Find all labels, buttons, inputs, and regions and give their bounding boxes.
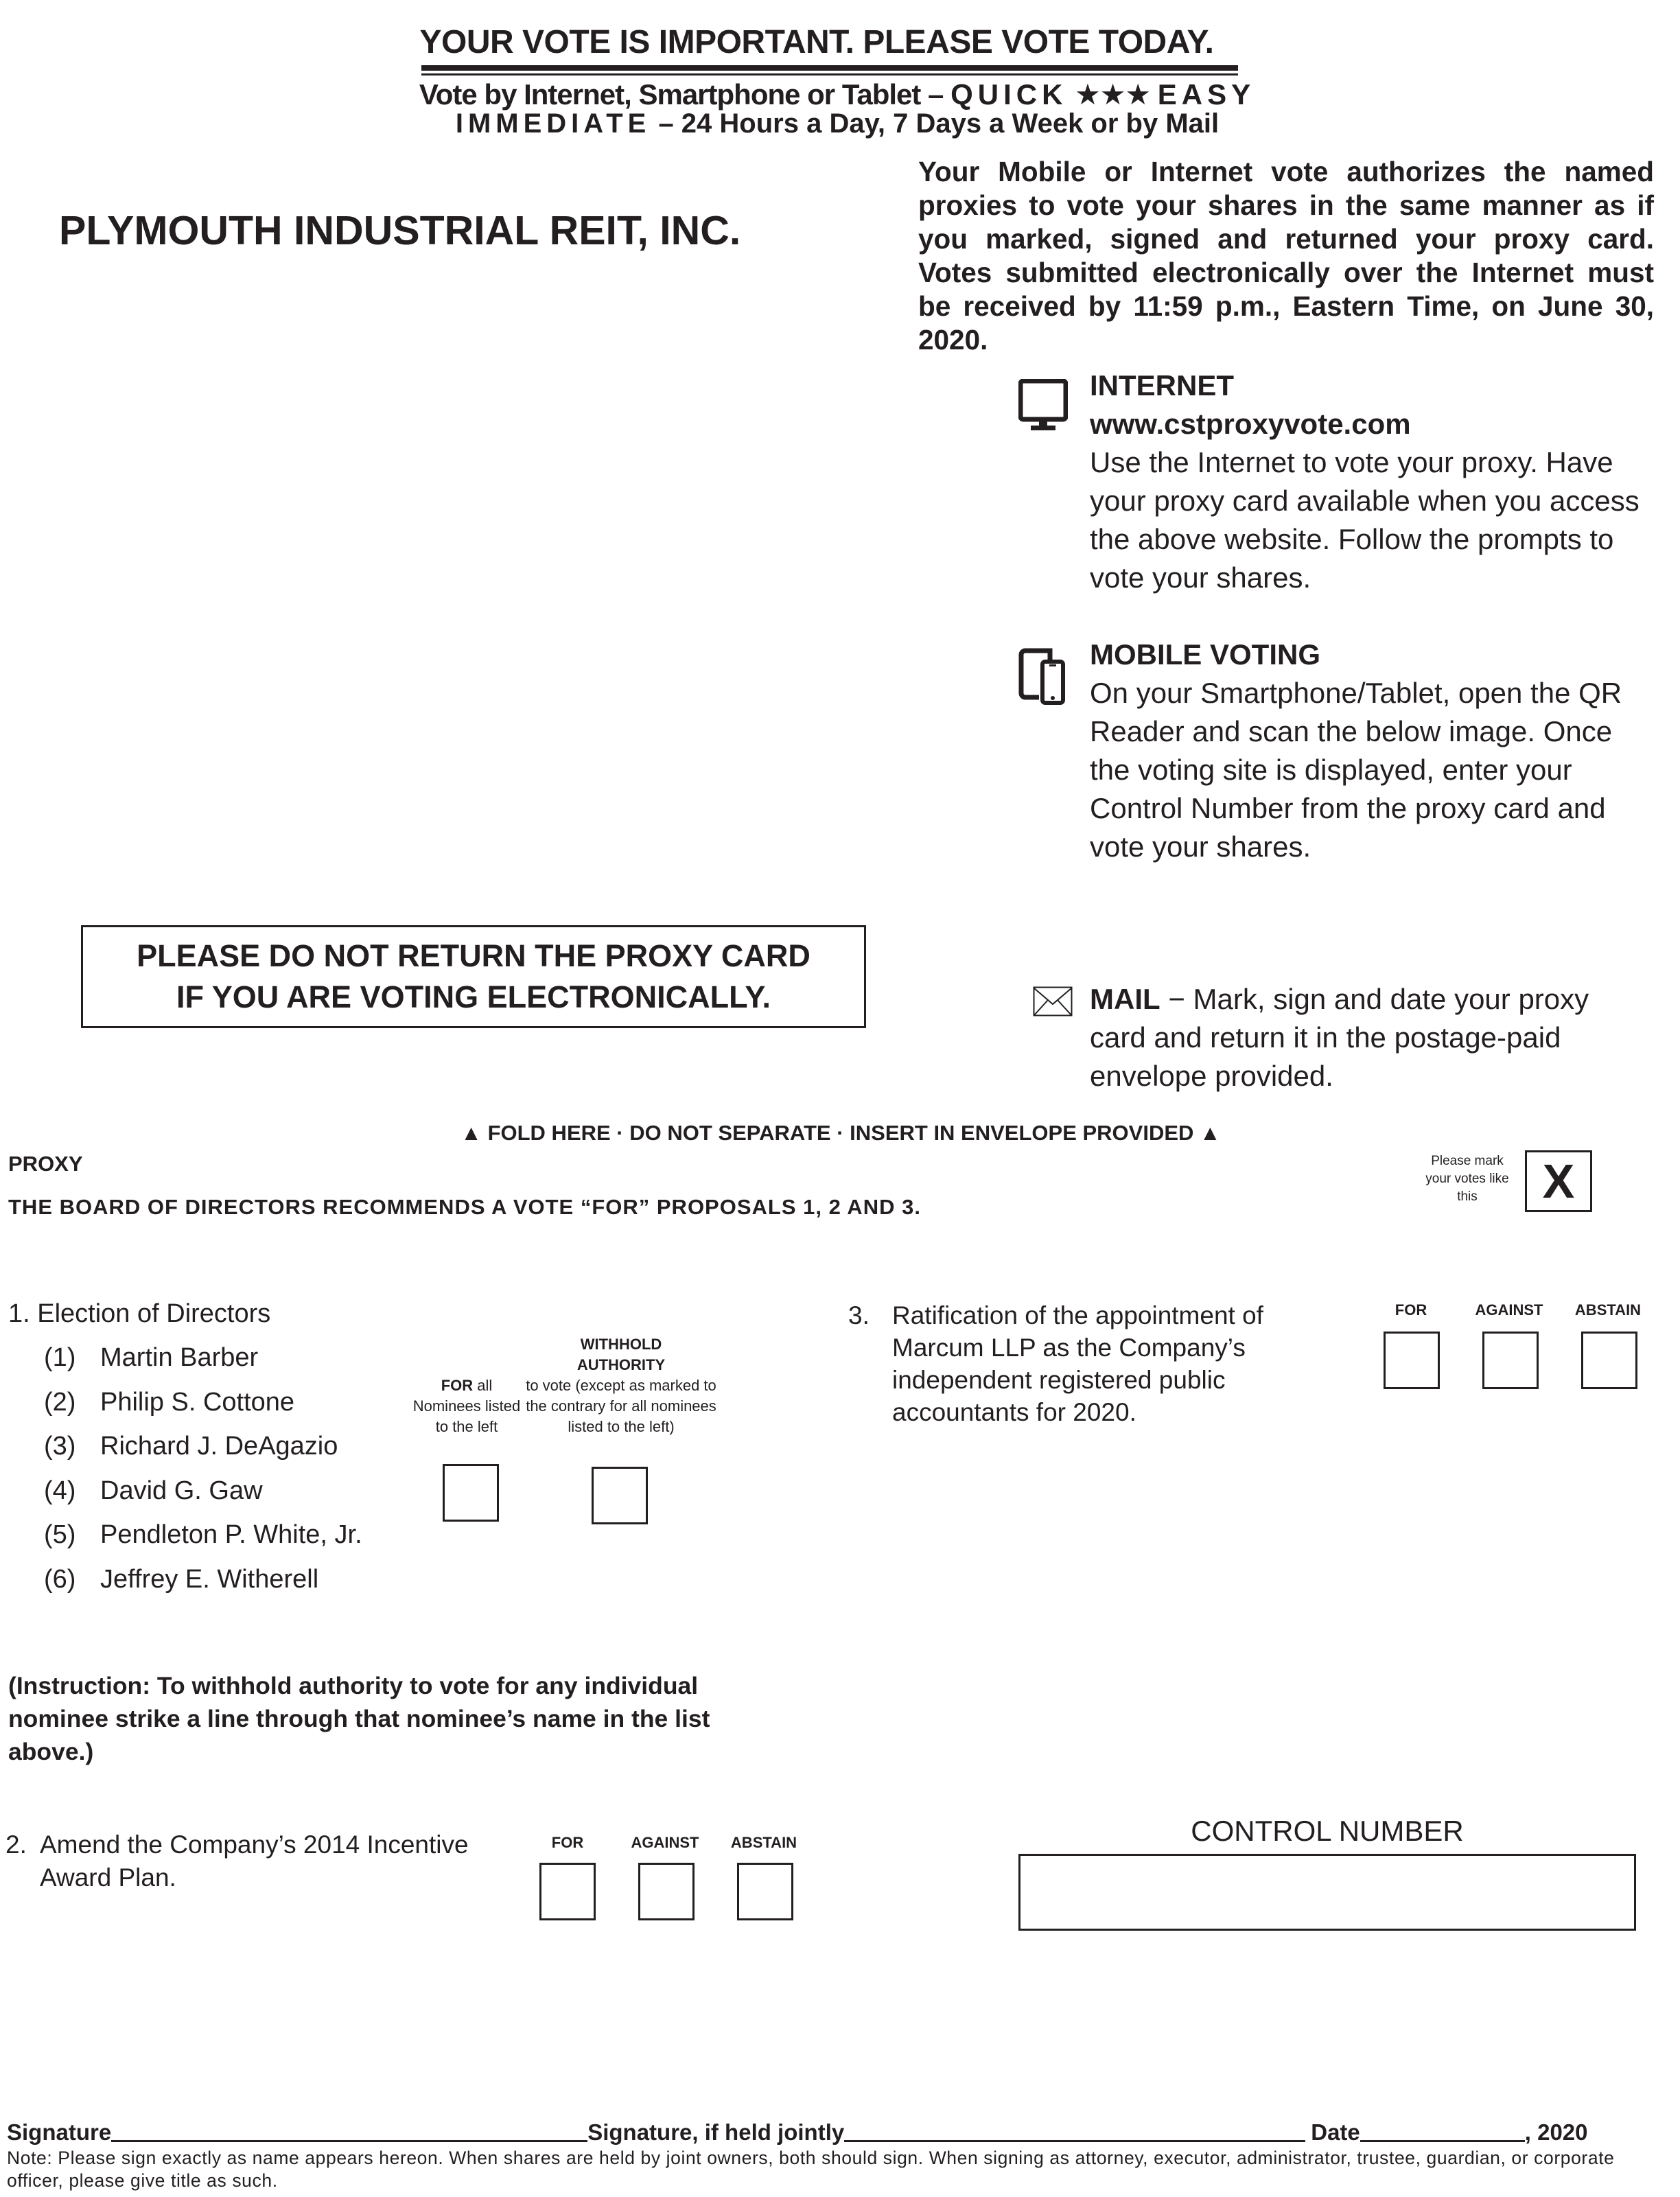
proposal-2-against-checkbox[interactable] [638, 1863, 695, 1920]
authorization-notice: Your Mobile or Internet vote authorizes the named proxies to vote your shares in the same manner as if you marked, signed and returned your proxy card. Votes submitted electronically over the Internet must be received by 11:59 p.m., Eastern Time, on June 30, 2020. [918, 156, 1654, 356]
withhold-instruction: (Instruction: To withhold authority to vote for any individual nominee strike a line through that nominee’s name in the list above.) [8, 1672, 710, 1765]
fold-line-instruction: ▲ FOLD HERE · DO NOT SEPARATE · INSERT IN ENVELOPE PROVIDED ▲ [460, 1121, 1221, 1145]
proposal-1-title: 1. Election of Directors [8, 1299, 271, 1328]
envelope-icon [1033, 986, 1073, 1016]
for-all-column-header [412, 1375, 522, 1437]
date-label: Date [1311, 2119, 1360, 2145]
company-name: PLYMOUTH INDUSTRIAL REIT, INC. [59, 208, 741, 253]
control-number-field[interactable] [1018, 1854, 1636, 1931]
nominee-item [44, 1476, 263, 1506]
vote-methods-tagline [371, 78, 1304, 111]
vote-important-heading: YOUR VOTE IS IMPORTANT. PLEASE VOTE TODAY. [419, 24, 1214, 60]
mail-instructions: Mark, sign and date your proxy card and return it in the postage-paid envelope provided. [1090, 983, 1589, 1092]
signature-label: Signature [7, 2119, 112, 2145]
mail-dash: − [1160, 983, 1193, 1015]
internet-title: INTERNET [1090, 369, 1234, 402]
proposal-3-against-checkbox[interactable] [1482, 1332, 1539, 1389]
nominee-name: David G. Gaw [100, 1476, 263, 1505]
mobile-voting-instructions: On your Smartphone/Tablet, open the QR Reader and scan the below image. Once the voting site is displayed, enter your Control Number from the proxy card and vote your shares. [1090, 677, 1622, 863]
tagline-quick: QUICK [950, 78, 1068, 111]
proposal-3-number: 3. [848, 1301, 870, 1329]
control-number-label: CONTROL NUMBER [1191, 1815, 1464, 1847]
for-all-bold: FOR [441, 1377, 474, 1394]
joint-signature-field[interactable] [844, 2121, 1305, 2142]
proposal-3-abstain-label: ABSTAIN [1574, 1301, 1642, 1318]
proposal-2-line-1: Amend the Company’s 2014 Incentive [40, 1830, 469, 1859]
proposal-2-text [5, 1828, 486, 1894]
header-rule-thick [421, 65, 1238, 71]
tagline-immediate: IMMEDIATE [455, 108, 651, 139]
for-all-nominees-checkbox[interactable] [443, 1464, 499, 1522]
proposal-3-for-checkbox[interactable] [1384, 1332, 1440, 1389]
nominee-number: (3) [44, 1432, 76, 1461]
warning-line-1: PLEASE DO NOT RETURN THE PROXY CARD [137, 938, 810, 973]
board-recommendation: THE BOARD OF DIRECTORS RECOMMENDS A VOTE “FOR” PROPOSALS 1, 2 AND 3. [8, 1195, 921, 1219]
proposal-3-line-1: Ratification of the appointment of [892, 1301, 1263, 1329]
for-all-description: all Nominees listed to the left [412, 1377, 521, 1435]
proposal-3-against-label: AGAINST [1475, 1301, 1543, 1318]
proposal-3-text [848, 1299, 1329, 1428]
nominee-name: Jeffrey E. Witherell [100, 1565, 319, 1594]
internet-instructions: Use the Internet to vote your proxy. Have your proxy card available when you access the above website. Follow the prompts to vote your shares. [1090, 446, 1640, 594]
nominee-number: (4) [44, 1476, 76, 1505]
proxy-label: PROXY [8, 1152, 83, 1176]
tagline-prefix: Vote by Internet, Smartphone or Tablet – [419, 78, 951, 111]
internet-voting-section [1090, 367, 1653, 597]
nominee-name: Pendleton P. White, Jr. [100, 1520, 362, 1549]
nominee-item [44, 1343, 258, 1373]
withhold-description: to vote (except as marked to the contrary for all nominees listed to the left) [526, 1377, 716, 1435]
mobile-voting-section [1090, 636, 1653, 866]
tagline-availability: – 24 Hours a Day, 7 Days a Week or by Mail [651, 108, 1220, 139]
nominee-name: Richard J. DeAgazio [100, 1432, 338, 1461]
proposal-3-abstain-checkbox[interactable] [1581, 1332, 1637, 1389]
warning-line-2: IF YOU ARE VOTING ELECTRONICALLY. [176, 979, 771, 1014]
nominee-name: Martin Barber [100, 1343, 259, 1372]
vote-availability-tagline [371, 108, 1304, 139]
date-field[interactable] [1360, 2121, 1525, 2142]
proposal-3-for-label: FOR [1395, 1301, 1427, 1318]
proposal-2-abstain-label: ABSTAIN [730, 1834, 797, 1851]
proposal-3-line-4: accountants for 2020. [892, 1398, 1136, 1426]
nominee-item [44, 1388, 294, 1417]
tagline-easy: EASY [1157, 78, 1256, 111]
signature-field[interactable] [111, 2121, 587, 2142]
proposal-2-for-label: FOR [551, 1834, 584, 1851]
nominee-number: (1) [44, 1343, 76, 1372]
joint-signature-label: Signature, if held jointly [587, 2119, 845, 2145]
header-rule-thin [421, 73, 1238, 75]
nominee-item [44, 1432, 338, 1461]
proposal-2-number: 2. [5, 1830, 27, 1859]
monitor-icon [1018, 379, 1068, 432]
withhold-authority-checkbox[interactable] [592, 1467, 648, 1524]
mobile-devices-icon [1018, 645, 1080, 707]
proposal-2-abstain-checkbox[interactable] [737, 1863, 793, 1920]
nominee-number: (5) [44, 1520, 76, 1549]
proposal-2-for-checkbox[interactable] [539, 1863, 596, 1920]
mark-example-x-icon: X [1542, 1154, 1575, 1208]
voting-website-link[interactable]: www.cstproxyvote.com [1090, 408, 1411, 440]
mail-voting-section [1090, 980, 1653, 1095]
proposal-3-line-3: independent registered public [892, 1366, 1226, 1394]
nominee-number: (2) [44, 1388, 76, 1417]
signing-note: Note: Please sign exactly as name appears hereon. When shares are held by joint owners, both should sign. When signing as attorney, executor, administrator, trustee, guardian, or corporate officer, please give title as such. [7, 2148, 1615, 2191]
nominee-name: Philip S. Cottone [100, 1388, 295, 1417]
withhold-column-header [522, 1334, 721, 1437]
date-year-suffix: , 2020 [1524, 2119, 1588, 2145]
stars-icon: ★★★ [1075, 78, 1151, 111]
mobile-voting-title: MOBILE VOTING [1090, 638, 1320, 671]
withhold-bold: WITHHOLD AUTHORITY [576, 1336, 666, 1373]
nominee-item [44, 1520, 362, 1550]
mail-title: MAIL [1090, 983, 1160, 1015]
mark-votes-hint: Please mark your votes like this [1425, 1154, 1509, 1204]
proposal-3-line-2: Marcum LLP as the Company’s [892, 1334, 1246, 1362]
nominee-item [44, 1565, 318, 1594]
nominee-number: (6) [44, 1565, 76, 1594]
signature-row [7, 2119, 1675, 2146]
proposal-2-against-label: AGAINST [631, 1834, 699, 1851]
proposal-2-line-2: Award Plan. [40, 1863, 176, 1892]
